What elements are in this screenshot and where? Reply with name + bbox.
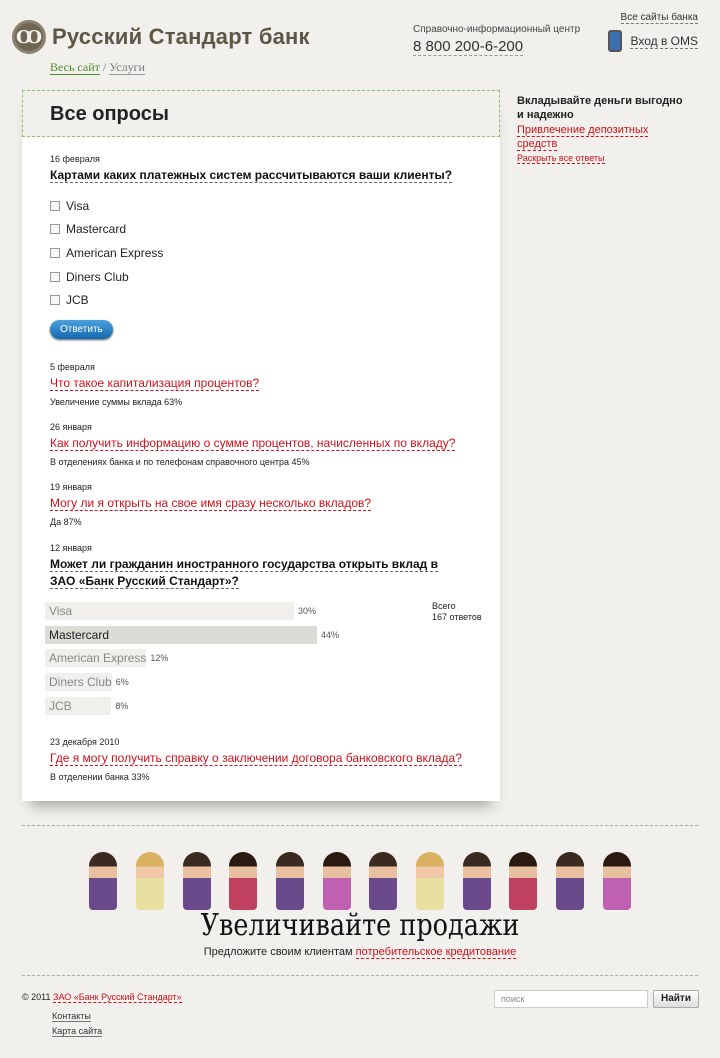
all-sites-link[interactable]: Все сайты банка — [620, 12, 698, 23]
result-bar: American Express — [45, 649, 146, 667]
result-percent: 30% — [298, 605, 317, 616]
option-mastercard[interactable] — [50, 218, 470, 242]
search-input[interactable]: поиск — [494, 990, 648, 1008]
copyright-year: © 2011 — [22, 992, 51, 1002]
result-row — [45, 670, 339, 694]
company-link[interactable]: ЗАО «Банк Русский Стандарт» — [53, 992, 182, 1002]
checkbox[interactable] — [50, 201, 60, 211]
question-date: 19 января — [50, 482, 92, 492]
banner-offer — [0, 946, 720, 958]
option-label: American Express — [66, 245, 164, 260]
question-link[interactable]: Где я могу получить справку о заключении договора банковского вклада? — [50, 751, 462, 765]
search-button[interactable]: Найти — [653, 990, 699, 1008]
question-answer: В отделении банка 33% — [50, 772, 150, 782]
breadcrumb-separator: / — [102, 60, 107, 74]
result-row — [45, 599, 339, 623]
checkbox[interactable] — [50, 295, 60, 305]
promo-link[interactable]: Привлечение депозитных средств — [517, 124, 649, 150]
result-row — [45, 646, 339, 670]
result-bar: Mastercard — [45, 626, 317, 644]
option-label: Mastercard — [66, 222, 127, 237]
divider — [22, 825, 698, 826]
checkbox[interactable] — [50, 272, 60, 282]
result-bar: Visa — [45, 602, 294, 620]
consumer-credit-link[interactable]: потребительское кредитование — [355, 946, 517, 958]
question-item — [50, 362, 470, 407]
result-bar: Diners Club — [45, 673, 112, 691]
checkbox[interactable] — [50, 248, 60, 258]
question-item — [50, 482, 470, 527]
question-date: 5 февраля — [50, 362, 95, 372]
question-answer: Увеличение суммы вклада 63% — [50, 397, 183, 407]
checkbox[interactable] — [50, 224, 60, 234]
submit-answer-button[interactable]: Ответить — [50, 320, 113, 339]
result-bar: JCB — [45, 697, 111, 715]
active-poll — [50, 154, 470, 339]
question-item — [50, 422, 470, 467]
total-label: Всего — [432, 601, 456, 611]
question-date: 23 декабря 2010 — [50, 737, 120, 747]
breadcrumb-services[interactable]: Услуги — [109, 60, 145, 74]
footer-link-contacts[interactable]: Контакты — [52, 1011, 91, 1021]
banner-slogan: Увеличивайте продажи — [200, 908, 520, 943]
poll-date: 16 февраля — [50, 154, 100, 164]
total-count: 167 ответов — [432, 612, 482, 622]
copyright — [22, 992, 182, 1002]
phone-number[interactable]: 8 800 200-6-200 — [413, 38, 524, 55]
option-jcb[interactable] — [50, 288, 470, 312]
result-row — [45, 623, 339, 647]
expand-all-answers-link[interactable]: Раскрыть все ответы — [517, 153, 605, 163]
terminal-icon — [608, 30, 622, 52]
result-row — [45, 694, 339, 718]
logo-text: Русский Стандарт банк — [52, 24, 310, 49]
option-diners[interactable] — [50, 265, 470, 289]
offer-text: Предложите своим клиентам — [203, 946, 353, 958]
page-title: Все опросы — [50, 103, 169, 125]
option-amex[interactable] — [50, 241, 470, 265]
promo-title: Вкладывайте деньги выгодно и надежно — [517, 95, 683, 121]
result-percent: 8% — [115, 700, 129, 711]
breadcrumb-all-site[interactable]: Весь сайт — [50, 60, 100, 74]
option-label: Diners Club — [66, 269, 129, 284]
results-bars — [45, 599, 339, 717]
footer-link-sitemap[interactable]: Карта сайта — [52, 1026, 103, 1036]
question-date: 26 января — [50, 422, 92, 432]
banner-people-image[interactable] — [80, 840, 640, 910]
logo-emblem-icon: Ꝏ — [12, 20, 46, 54]
question-answer: Да 87% — [50, 517, 82, 527]
results-poll — [50, 543, 460, 590]
oms-login-link[interactable] — [608, 30, 698, 52]
poll-date: 12 января — [50, 543, 92, 553]
breadcrumb — [50, 60, 145, 75]
sidebar-promo — [517, 94, 687, 150]
question-answer: В отделениях банка и по телефонам справочного центра 45% — [50, 457, 310, 467]
result-percent: 44% — [321, 629, 340, 640]
oms-login-label: Вход в OMS — [630, 33, 698, 48]
polls-panel — [22, 90, 500, 801]
question-link[interactable]: Что такое капитализация процентов? — [50, 376, 260, 390]
result-percent: 6% — [115, 676, 129, 687]
option-visa[interactable] — [50, 194, 470, 218]
help-center-label: Справочно-информационный центр — [413, 24, 581, 35]
total-answers — [432, 601, 482, 623]
page-header — [22, 90, 500, 137]
question-link[interactable]: Могу ли я открыть на свое имя сразу несколько вкладов? — [50, 496, 372, 510]
question-link[interactable]: Как получить информацию о сумме процентов, начисленных по вкладу? — [50, 436, 456, 450]
poll-question: Может ли гражданин иностранного государства открыть вклад в ЗАО «Банк Русский Стандарт»? — [50, 557, 438, 588]
option-label: JCB — [66, 293, 89, 308]
poll-question: Картами каких платежных систем рассчитываются ваши клиенты? — [50, 168, 453, 182]
option-label: Visa — [66, 198, 90, 213]
result-percent: 12% — [150, 653, 169, 664]
bank-logo[interactable] — [12, 20, 310, 54]
divider — [22, 975, 698, 976]
question-item — [50, 737, 470, 782]
